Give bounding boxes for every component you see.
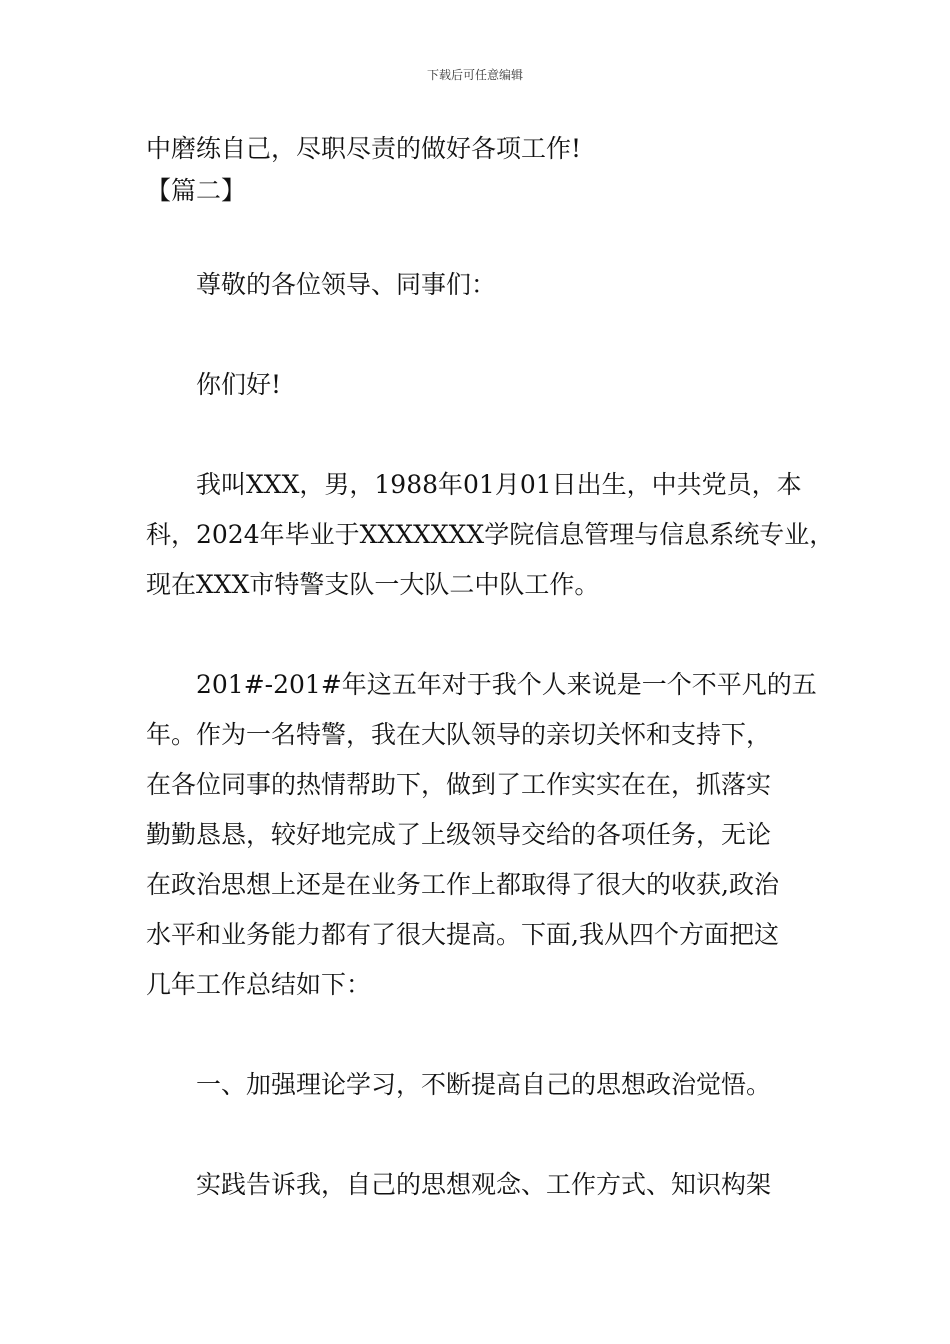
summary-line-4: 勤勤恳恳，较好地完成了上级领导交给的各项任务，无论: [146, 820, 772, 849]
summary-line-1: 201#-201#年这五年对于我个人来说是一个不平凡的五: [196, 670, 817, 699]
summary-line-5: 在政治思想上还是在业务工作上都取得了很大的收获,政治: [146, 870, 779, 899]
summary-line-7: 几年工作总结如下：: [146, 970, 372, 999]
salutation: 尊敬的各位领导、同事们：: [196, 270, 497, 299]
intro-line-3: 现在XXX市特警支队一大队二中队工作。: [146, 570, 600, 599]
summary-line-2: 年。作为一名特警，我在大队领导的亲切关怀和支持下，: [146, 720, 772, 749]
section-heading: 【篇二】: [146, 176, 247, 205]
intro-line-2: 科，2024年毕业于XXXXXXX学院信息管理与信息系统专业，: [146, 520, 835, 549]
point-one-heading: 一、加强理论学习，不断提高自己的思想政治觉悟。: [196, 1070, 772, 1099]
greeting: 你们好!: [196, 370, 282, 399]
text-line-1: 中磨练自己，尽职尽责的做好各项工作!: [146, 134, 582, 163]
document-body: [146, 124, 835, 1210]
summary-line-3: 在各位同事的热情帮助下，做到了工作实实在在，抓落实: [146, 770, 772, 799]
practice-line-1: 实践告诉我，自己的思想观念、工作方式、知识构架: [196, 1170, 772, 1199]
page-header: 下载后可任意编辑: [426, 68, 523, 82]
intro-line-1: 我叫XXX，男，1988年01月01日出生，中共党员，本: [196, 470, 802, 499]
summary-line-6: 水平和业务能力都有了很大提高。下面,我从四个方面把这: [146, 920, 779, 949]
